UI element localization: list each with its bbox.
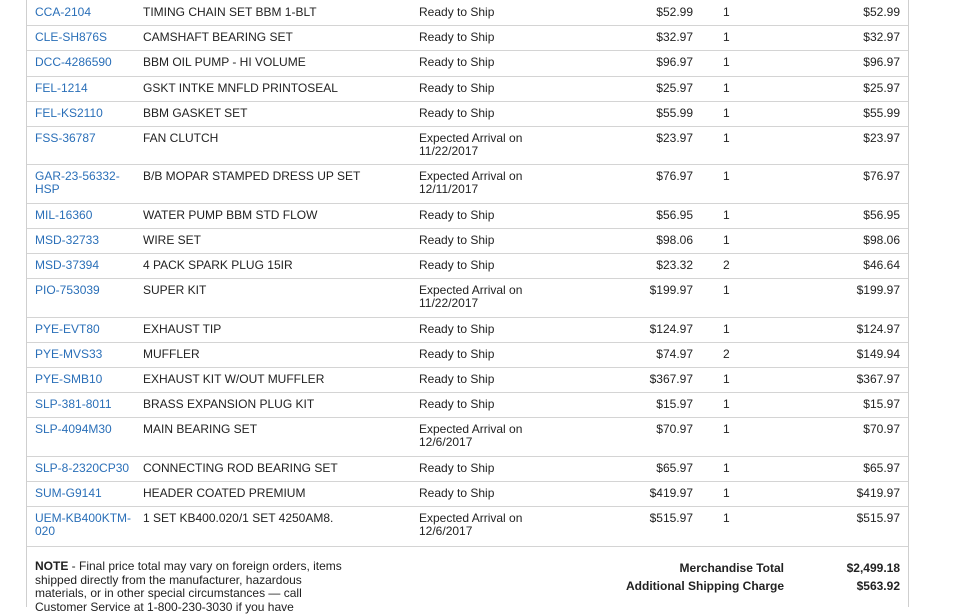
table-row [27,0,908,26]
item-quantity: 1 [723,322,730,336]
item-status: Ready to Ship [419,30,495,44]
item-sku-link[interactable]: GAR-23-56332-HSP [35,169,120,196]
item-quantity: 1 [723,422,730,436]
item-status: Ready to Ship [419,258,495,272]
note-text: - Final price total may vary on foreign orders, items shipped directly from the manufacturer, hazardous materials, or in other special circumstances — call Customer Service at 1-800-230-3030 if you have [35,559,342,614]
item-unit-price: $74.97 [656,347,693,361]
item-unit-price: $367.97 [649,372,693,386]
item-status: Ready to Ship [419,486,495,500]
item-quantity: 2 [723,258,730,272]
item-description: HEADER COATED PREMIUM [143,486,306,500]
item-description: EXHAUST KIT W/OUT MUFFLER [143,372,325,386]
item-quantity: 1 [723,131,730,145]
item-quantity: 1 [723,55,730,69]
merchandise-total-label: Merchandise Total [679,561,784,575]
item-status: Expected Arrival on 11/22/2017 [419,131,523,158]
item-unit-price: $32.97 [656,30,693,44]
item-status: Ready to Ship [419,461,495,475]
item-description: BRASS EXPANSION PLUG KIT [143,397,315,411]
item-description: SUPER KIT [143,283,207,297]
item-sku-link[interactable]: CCA-2104 [35,5,92,19]
item-quantity: 1 [723,461,730,475]
shipping-charge-label: Additional Shipping Charge [626,579,784,593]
item-description: 1 SET KB400.020/1 SET 4250AM8. [143,511,334,525]
item-sku-link[interactable]: FEL-1214 [35,81,88,95]
item-unit-price: $65.97 [656,461,693,475]
item-line-total: $56.95 [863,208,900,222]
item-unit-price: $515.97 [649,511,693,525]
table-row [27,417,908,457]
item-sku-link[interactable]: PYE-SMB10 [35,372,103,386]
item-quantity: 1 [723,511,730,525]
item-quantity: 1 [723,208,730,222]
item-unit-price: $96.97 [656,55,693,69]
item-status: Ready to Ship [419,322,495,336]
item-status: Expected Arrival on 11/22/2017 [419,283,523,310]
table-row [27,342,908,368]
item-status: Ready to Ship [419,233,495,247]
item-line-total: $367.97 [856,372,900,386]
merchandise-total-value: $2,499.18 [846,561,900,575]
table-row [27,164,908,204]
table-row [27,278,908,318]
item-sku-link[interactable]: SLP-8-2320CP30 [35,461,130,475]
item-line-total: $15.97 [863,397,900,411]
item-line-total: $25.97 [863,81,900,95]
item-sku-link[interactable]: SLP-4094M30 [35,422,112,436]
item-line-total: $52.99 [863,5,900,19]
table-row [27,392,908,418]
table-row [27,456,908,482]
item-sku-link[interactable]: MSD-37394 [35,258,100,272]
item-line-total: $76.97 [863,169,900,183]
item-unit-price: $199.97 [649,283,693,297]
item-status: Ready to Ship [419,208,495,222]
item-status: Expected Arrival on 12/6/2017 [419,422,523,449]
item-quantity: 1 [723,169,730,183]
item-unit-price: $23.32 [656,258,693,272]
item-unit-price: $15.97 [656,397,693,411]
item-description: 4 PACK SPARK PLUG 15IR [143,258,293,272]
item-status: Ready to Ship [419,372,495,386]
item-unit-price: $98.06 [656,233,693,247]
item-line-total: $23.97 [863,131,900,145]
item-sku-link[interactable]: DCC-4286590 [35,55,112,69]
item-sku-link[interactable]: PYE-MVS33 [35,347,103,361]
item-unit-price: $52.99 [656,5,693,19]
item-description: TIMING CHAIN SET BBM 1-BLT [143,5,317,19]
table-row [27,101,908,127]
item-description: WATER PUMP BBM STD FLOW [143,208,318,222]
item-line-total: $96.97 [863,55,900,69]
item-sku-link[interactable]: CLE-SH876S [35,30,108,44]
item-line-total: $55.99 [863,106,900,120]
item-line-total: $149.94 [856,347,900,361]
item-status: Ready to Ship [419,397,495,411]
item-quantity: 1 [723,81,730,95]
item-quantity: 1 [723,283,730,297]
shipping-note [35,560,355,614]
item-line-total: $70.97 [863,422,900,436]
item-quantity: 1 [723,106,730,120]
item-line-total: $419.97 [856,486,900,500]
item-sku-link[interactable]: MSD-32733 [35,233,100,247]
item-sku-link[interactable]: PIO-753039 [35,283,100,297]
item-description: MUFFLER [143,347,200,361]
item-unit-price: $56.95 [656,208,693,222]
note-label: NOTE [35,559,69,573]
item-quantity: 1 [723,5,730,19]
item-quantity: 2 [723,347,730,361]
table-row [27,126,908,165]
item-description: WIRE SET [143,233,202,247]
item-quantity: 1 [723,372,730,386]
item-quantity: 1 [723,486,730,500]
table-row [27,25,908,51]
table-row [27,367,908,393]
item-description: BBM OIL PUMP - HI VOLUME [143,55,306,69]
item-sku-link[interactable]: MIL-16360 [35,208,93,222]
item-sku-link[interactable]: FEL-KS2110 [35,106,103,120]
item-description: CONNECTING ROD BEARING SET [143,461,338,475]
item-quantity: 1 [723,30,730,44]
item-status: Ready to Ship [419,81,495,95]
item-quantity: 1 [723,397,730,411]
item-description: B/B MOPAR STAMPED DRESS UP SET [143,169,361,183]
item-unit-price: $419.97 [649,486,693,500]
item-sku-link[interactable]: UEM-KB400KTM-020 [35,511,132,538]
table-row [27,317,908,343]
item-status: Expected Arrival on 12/11/2017 [419,169,523,196]
item-line-total: $65.97 [863,461,900,475]
table-row [27,253,908,279]
item-unit-price: $124.97 [649,322,693,336]
item-unit-price: $76.97 [656,169,693,183]
item-sku-link[interactable]: FSS-36787 [35,131,96,145]
item-sku-link[interactable]: SLP-381-8011 [35,397,112,411]
item-unit-price: $25.97 [656,81,693,95]
table-row [27,228,908,254]
table-row [27,76,908,102]
table-row [27,50,908,77]
shipping-charge-value: $563.92 [856,579,900,593]
item-description: CAMSHAFT BEARING SET [143,30,293,44]
item-quantity: 1 [723,233,730,247]
item-status: Ready to Ship [419,347,495,361]
item-unit-price: $70.97 [656,422,693,436]
item-unit-price: $23.97 [656,131,693,145]
item-line-total: $32.97 [863,30,900,44]
item-unit-price: $55.99 [656,106,693,120]
item-description: EXHAUST TIP [143,322,222,336]
item-sku-link[interactable]: SUM-G9141 [35,486,102,500]
item-description: GSKT INTKE MNFLD PRINTOSEAL [143,81,338,95]
item-line-total: $199.97 [856,283,900,297]
item-description: MAIN BEARING SET [143,422,258,436]
item-status: Ready to Ship [419,5,495,19]
table-row [27,506,908,547]
item-description: BBM GASKET SET [143,106,248,120]
item-sku-link[interactable]: PYE-EVT80 [35,322,100,336]
item-line-total: $98.06 [863,233,900,247]
item-line-total: $124.97 [856,322,900,336]
item-line-total: $46.64 [863,258,900,272]
table-row [27,203,908,229]
table-row [27,481,908,507]
item-line-total: $515.97 [856,511,900,525]
item-status: Expected Arrival on 12/6/2017 [419,511,523,538]
item-description: FAN CLUTCH [143,131,219,145]
item-status: Ready to Ship [419,106,495,120]
item-status: Ready to Ship [419,55,495,69]
